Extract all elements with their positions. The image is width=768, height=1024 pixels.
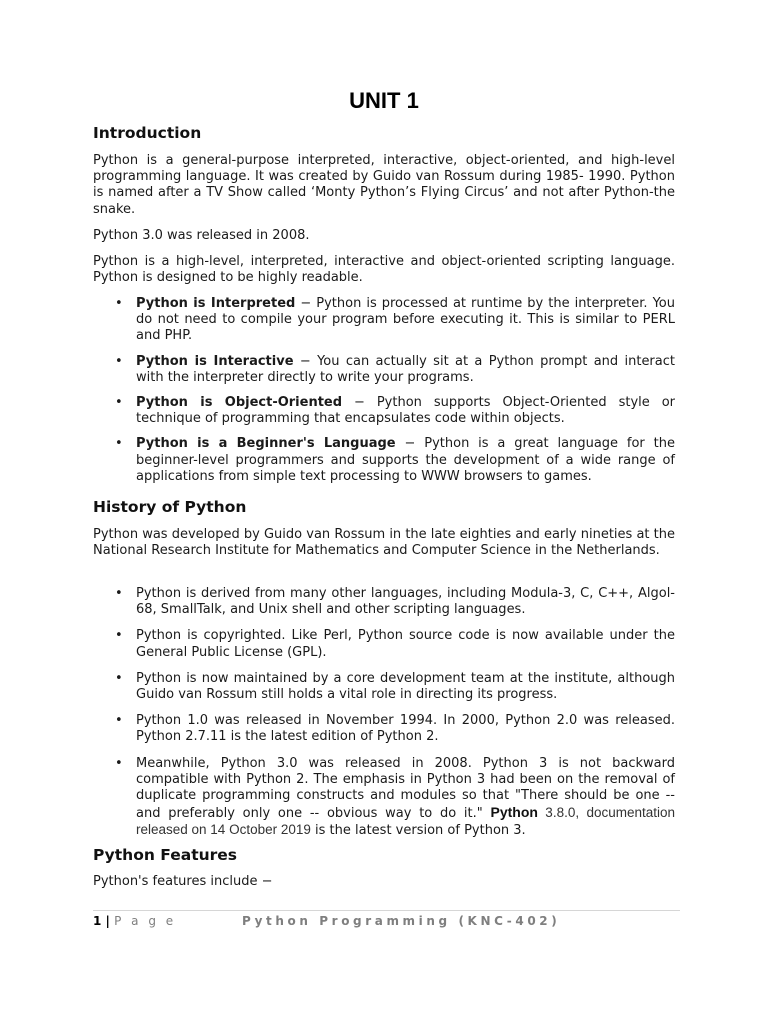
history-heading: History of Python xyxy=(93,498,247,516)
list-item: • Python is now maintained by a core development team at the institute, although Guido van Rossum still holds a vital role in directing its progress. xyxy=(93,671,675,703)
list-item xyxy=(93,436,675,485)
list-item xyxy=(93,354,675,386)
bullet-text: − Python is a great language for the beginner-level programmers and supports the development of a wide range of applications from simple text processing to WWW browsers to games. xyxy=(136,436,675,484)
intro-bullet-list xyxy=(93,296,675,485)
history-bullet-list xyxy=(93,586,675,840)
list-item xyxy=(93,296,675,345)
history-paragraph-1: Python was developed by Guido van Rossum in the late eighties and early nineties at the National Research Institute for Mathematics and Computer Science in the Netherlands. xyxy=(93,527,675,559)
list-item: • Python 1.0 was released in November 1994. In 2000, Python 2.0 was released. Python 2.7.11 is the latest edition of Python 2. xyxy=(93,713,675,745)
intro-paragraph-3: Python is a high-level, interpreted, interactive and object-oriented scripting language. Python is designed to be highly readable. xyxy=(93,254,675,286)
page-footer xyxy=(93,912,680,930)
bullet-term: Python is Interactive xyxy=(136,353,294,369)
list-item: • Python is derived from many other languages, including Modula-3, C, C++, Algol-68, SmallTalk, and Unix shell and other scripting languages. xyxy=(93,586,675,618)
features-paragraph-1: Python's features include − xyxy=(93,874,273,889)
intro-paragraph-2: Python 3.0 was released in 2008. xyxy=(93,228,310,243)
bullet-strong-text: Python xyxy=(490,804,538,821)
bullet-term: Python is Object-Oriented xyxy=(136,395,343,411)
page-number: 1 xyxy=(93,914,102,928)
list-item: • Python is copyrighted. Like Perl, Python source code is now available under the General Public License (GPL). xyxy=(93,628,675,660)
bullet-text: − You can actually sit at a Python prompt and interact with the interpreter directly to write your programs. xyxy=(136,353,675,385)
bullet-term: Python is a Beginner's Language xyxy=(136,436,396,452)
footer-divider xyxy=(93,910,680,911)
intro-paragraph-1: Python is a general-purpose interpreted, interactive, object-oriented, and high-level programming language. It was created by Guido van Rossum during 1985- 1990. Python is named after a TV Show called ‘Monty Python’s Flying Circus’ and not after Python-the snake. xyxy=(93,153,675,217)
list-item xyxy=(93,756,675,840)
footer-separator: | xyxy=(101,914,115,928)
page-label: P a g e xyxy=(114,914,177,928)
list-item xyxy=(93,395,675,427)
page-title: UNIT 1 xyxy=(349,88,419,113)
bullet-text: Meanwhile, Python 3.0 was released in 2008. Python 3 is not backward compatible with Python 2. The emphasis in Python 3 had been on the removal of duplicate programming constructs and modules so that "There should be one -- and preferably only one -- obvious way to do it." xyxy=(136,755,675,822)
introduction-heading: Introduction xyxy=(93,124,202,142)
bullet-text: is the latest version of Python 3. xyxy=(310,823,526,839)
features-heading: Python Features xyxy=(93,846,238,864)
course-title: Python Programming (KNC-402) xyxy=(242,914,561,928)
bullet-term: Python is Interpreted xyxy=(136,296,296,311)
bullet-text: − Python is processed at runtime by the interpreter. You do not need to compile your program before executing it. This is similar to PERL and PHP. xyxy=(136,296,675,344)
bullet-text: − Python supports Object-Oriented style or technique of programming that encapsulates code within objects. xyxy=(136,395,675,427)
bullet-arial-text: 3.8.0, documentation released on 14 October 2019 xyxy=(136,805,676,838)
